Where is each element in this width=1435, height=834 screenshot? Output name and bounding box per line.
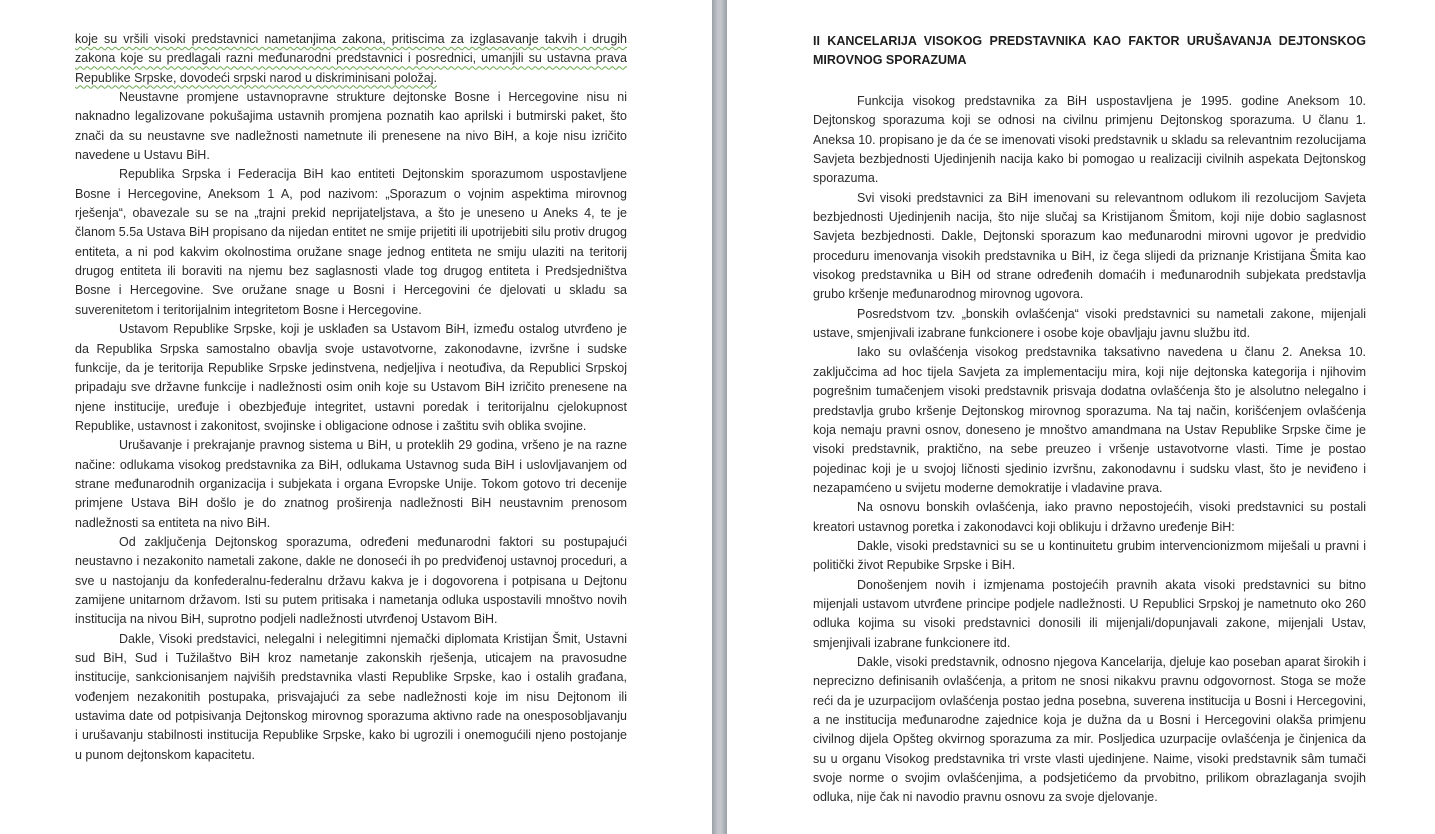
paragraph: Funkcija visokog predstavnika za BiH uspostavljena je 1995. godine Aneksom 10. Dejtonskog sporazuma koji se odnosi na civilnu primjenu Dejtonskog sporazuma. U članu 1. Aneksa 10. propisano je da će se imenovati visoki predstavnik u skladu sa relevantnim rezolucijama Savjeta bezbjednosti Ujedinjenih nacija kako bi pomogao u realizaciji civilnih aspekata Dejtonskog sporazuma.: [813, 94, 1366, 186]
paragraph: Neustavne promjene ustavnopravne strukture dejtonske Bosne i Hercegovine nisu ni naknadno legalizovane pokušajima ustavnih promjena poznatih kao aprilski i butmirski paket, što znači da su neustavne sve nadležnosti nametnute ili prenesene na nivo BiH, a koje nisu izričito navedene u Ustavu BiH.: [75, 90, 627, 163]
paragraph: Od zaključenja Dejtonskog sporazuma, određeni međunarodni faktori su postupajući neustavno i nezakonito nametali zakone, dakle ne donoseći ih po predviđenoj ustavnoj proceduri, a sve u nastojanju da konfederalnu-federalnu državu kakva je i dogovorena i potpisana u Dejtonu zamijene unitarnom državom. Isti su putem pritisaka i nametanja odluka uspostavili mnoštvo novih institucija na nivou BiH, suprotno podjeli nadležnosti utvrđenoj Ustavom BiH.: [75, 534, 627, 627]
paragraph: Posredstvom tzv. „bonskih ovlašćenja“ visoki predstavnici su nametali zakone, mijenjali ustave, smjenjivali izabrane funkcionere i osobe koje obavljaju javnu službu itd.: [813, 306, 1366, 341]
paragraph: Svi visoki predstavnici za BiH imenovani su relevantnom odlukom ili rezolucijom Savjeta bezbjednosti Ujedinjenih nacija, što nije slučaj sa Kristijanom Šmitom, koji nije dobio saglasnost Savjeta bezbjednosti. Dakle, Dejtonski sporazum kao međunarodni mirovni ugovor je predvidio proceduru imenovanja visokih predstavnika u BiH, iz čega slijedi da priznanje Kristijana Šmita kao visokog predstavnika u BiH od strane određenih domaćih i međunarodnih subjekata predstavlja grubo kršenje međunarodnog mirovnog ugovora.: [813, 190, 1366, 302]
page-gutter: [712, 0, 727, 834]
paragraph: Ustavom Republike Srpske, koji je usklađen sa Ustavom BiH, između ostalog utvrđeno je da Republika Srpska samostalno obavlja svoje ustavotvorne, zakonodavne, izvršne i sudske funkcije, da je teritorija Republike Srpske jedinstvena, nedjeljiva i neotuđiva, da Republici Srpskoj pripadaju sve državne funkcije i nadležnosti osim onih koje su Ustavom BiH izričito prenesene na njene institucije, uređuje i obezbjeđuje integritet, ustavni poredak i teritorijalnu cjelokupnost Republike, ustavnost i zakonitost, svojinske i obligacione odnose i zaštitu svih oblika svojine.: [75, 322, 627, 433]
paragraph: Iako su ovlašćenja visokog predstavnika taksativno navedena u članu 2. Aneksa 10. zaključcima ad hoc tijela Savjeta za implementaciju mira, koji nije dejtonska kategorija i njihovim pogrešnim tumačenjem visoki predstavnik prisvaja dodatna ovlašćenja što je alsolutno nelegalno i predstavlja grubo kršenje Dejtonskog mirovnog sporazuma. Na taj način, korišćenjem ovlašćenja koja nemaju pravni osnov, doneseno je mnoštvo amandmana na Ustav Republike Srpske čime je visoki predstavnik, praktično, na sebe preuzeo i vršenje ustavotvorne vlasti. Time je postao pojedinac koji je u svojoj ličnosti sjedinio izvršnu, zakonodavnu i sudsku vlast, što je neviđeno i nezapamćeno u svijetu moderne demokratije i vladavine prava.: [813, 345, 1366, 495]
paragraph: [75, 30, 627, 88]
paragraph: Dakle, Visoki predstavici, nelegalni i nelegitimni njemački diplomata Kristijan Šmit, Ustavni sud BiH, Sud i Tužilaštvo BiH kroz nametanje zakonskih rješenja, uticajem na pravosudne institucije, sankcionisanjem najviših predstavnika vlasti Republike Srpske, kao i ostalih građana, vođenjem nezakonitih postupaka, prisvajajući za sebe nadležnosti koje im nisu Dejtonom ili ustavima date od potpisivanja Dejtonskog mirovnog sporazuma aktivno rade na onesposobljavanju i urušavanju stabilnosti institucija Republike Srpske, kako bi ugrozili i onemogućili njeno postojanje u punom dejtonskom kapacitetu.: [75, 631, 627, 762]
right-page-text-column: [813, 30, 1366, 808]
paragraph: Na osnovu bonskih ovlašćenja, iako pravno nepostojećih, visoki predstavnici su postali kreatori ustavnog poretka i zakonodavci koji oblikuju i državno uređenje BiH:: [813, 500, 1366, 534]
grammar-flagged-text: koje su vršili visoki predstavnici nametanjima zakona, pritiscima za izglasavanje takvih i drugih zakona koje su predlagali razni međunarodni predstavnici i posrednici, umanjili su ustavna prava Republike Srpske, dovodeći srpski narod u diskriminisani položaj.: [75, 32, 627, 85]
left-document-page: [0, 0, 712, 834]
paragraph: Urušavanje i prekrajanje pravnog sistema u BiH, u proteklih 29 godina, vršeno je na razne načine: odlukama visokog predstavnika za BiH, odlukama Ustavnog suda BiH i uslovljavanjem od strane međunarodnih organizacija i subjekata i organa Evropske Unije. Tokom gotovo tri decenije primjene Ustava BiH došlo je do znatnog proširenja nadležnosti BiH neustavnim prenosom nadležnosti sa entiteta na nivo BiH.: [75, 438, 627, 530]
paragraph: Republika Srpska i Federacija BiH kao entiteti Dejtonskim sporazumom uspostavljene Bosne i Hercegovine, Aneksom 1 A, pod nazivom: „Sporazum o vojnim aspektima mirovnog rješenja“, obavezale su se na „trajni prekid neprijateljstava, a što je uneseno u Aneks 4, te je članom 5.5a Ustava BiH propisano da nijedan entitet ne smije prijetiti ili upotrijebiti silu protiv drugog entiteta, a ni pod kakvim okolnostima oružane snage jednog entiteta ne smiju ulaziti na teritorij drugog entiteta ili boraviti na njemu bez saglasnosti vlade tog drugog entiteta i Predsjedništva Bosne i Hercegovine. Sve oružane snage u Bosni i Hercegovini će djelovati u skladu sa suverenitetom i teritorijalnim integritetom Bosne i Hercegovine.: [75, 167, 627, 317]
paragraph: Donošenjem novih i izmjenama postojećih pravnih akata visoki predstavnici su bitno mijenjali ustavom utvrđene principe podjele nadležnosti. U Republici Srpskoj je nametnuto oko 260 odluka kojima su visoki predstavnici donosili ili mijenjali/dopunjavali zakone, mijenjali Ustav, smjenjivali izabrane funkcionere itd.: [813, 577, 1366, 650]
section-heading: II KANCELARIJA VISOKOG PREDSTAVNIKA KAO FAKTOR URUŠAVANJA DEJTONSKOG MIROVNOG SPORAZUMA: [813, 34, 1366, 67]
right-document-page: [727, 0, 1435, 834]
left-page-text-column: [75, 30, 627, 765]
paragraph: Dakle, visoki predstavnici su se u kontinuitetu grubim intervencionizmom miješali u pravni i politički život Repubike Srpske i BiH.: [813, 538, 1366, 573]
paragraph: Dakle, visoki predstavnik, odnosno njegova Kancelarija, djeluje kao poseban aparat širokih i neprecizno definisanih ovlašćenja, a pritom ne snosi nikakvu pravnu odgovornost. Stoga se može reći da je uzurpacijom ovlašćenja postao jedna posebna, suverena institucija u Bosni i Hercegovini, a ne institucija međunarodne zajednice koja je dužna da u Bosni i Hercegovini olakša primjenu civilnog dijela Opšteg okvirnog sporazuma za mir. Posljedica uzurpacije ovlašćenja je činjenica da su u organu Visokog predstavnika tri vrste vlasti ujedinjene. Naime, visoki predstavnik sâm tumači svoje norme o svojim ovlašćenjima, a podsjetićemo da prvobitno, prilikom obrazlaganja svojih odluka, nije čak ni navodio pravnu osnovu za svoje djelovanje.: [813, 654, 1366, 805]
